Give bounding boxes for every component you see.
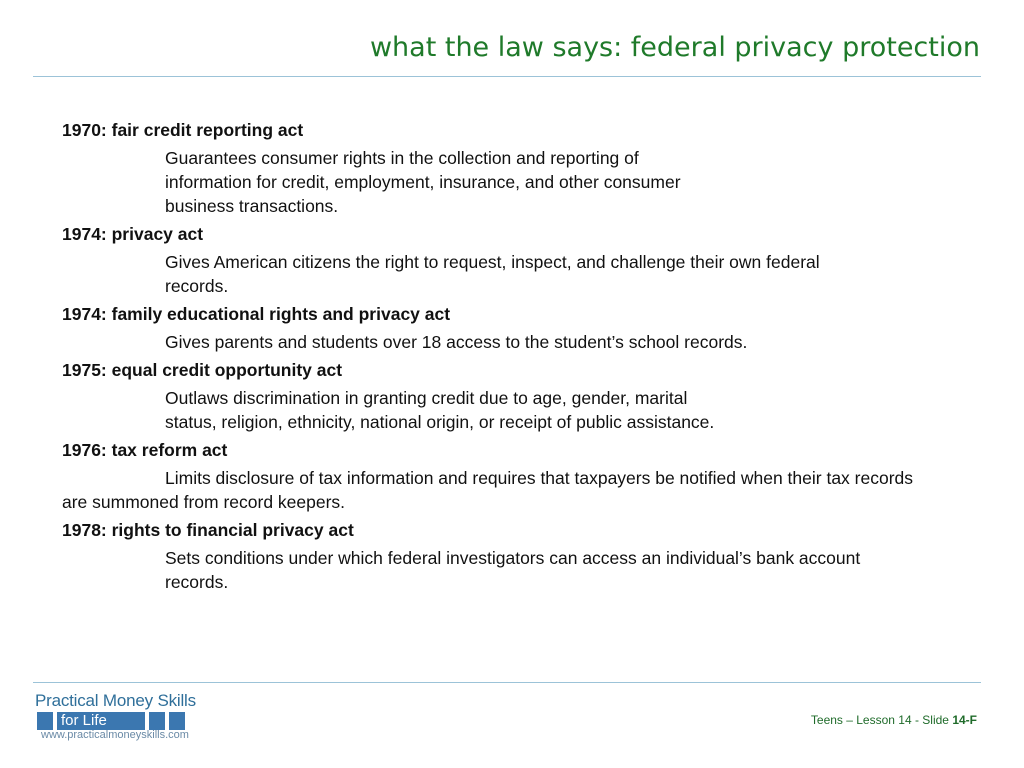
- act-item: [62, 518, 942, 594]
- logo-tagline: for Life: [57, 712, 145, 730]
- act-heading: 1976: tax reform act: [62, 440, 228, 460]
- footer-divider: [33, 682, 981, 683]
- act-description: Guarantees consumer rights in the collection and reporting of information for credit, employment, insurance, and other consumer business transactions.: [165, 148, 681, 216]
- act-item: [62, 358, 942, 434]
- act-item: [62, 222, 942, 298]
- act-description: Limits disclosure of tax information and requires that taxpayers be notified when their tax records are summoned from record keepers.: [62, 468, 914, 512]
- act-description: Outlaws discrimination in granting credit due to age, gender, marital status, religion, ethnicity, national origin, or receipt of public assistance.: [165, 388, 715, 432]
- footer-slide-id: 14-F: [952, 713, 977, 727]
- act-heading: 1970: fair credit reporting act: [62, 120, 304, 140]
- logo-name: Practical Money Skills: [35, 691, 196, 710]
- act-item: [62, 302, 942, 354]
- act-description: Gives American citizens the right to request, inspect, and challenge their own federal records.: [165, 252, 820, 296]
- logo-url: www.practicalmoneyskills.com: [41, 729, 189, 741]
- act-heading: 1974: privacy act: [62, 224, 204, 244]
- practical-money-skills-logo: [35, 691, 225, 746]
- act-item: [62, 118, 942, 218]
- act-description: Gives parents and students over 18 access to the student’s school records.: [165, 332, 748, 352]
- logo-block: [149, 712, 165, 730]
- title-divider: [33, 76, 981, 77]
- act-description: Sets conditions under which federal investigators can access an individual’s bank account records.: [165, 548, 861, 592]
- slide-title: what the law says: federal privacy protection: [369, 32, 980, 63]
- act-heading: 1978: rights to financial privacy act: [62, 520, 354, 540]
- act-heading: 1974: family educational rights and privacy act: [62, 304, 451, 324]
- acts-list: [62, 118, 942, 598]
- act-heading: 1975: equal credit opportunity act: [62, 360, 343, 380]
- footer-lesson-text: Teens – Lesson 14 - Slide: [810, 713, 953, 727]
- logo-block: [37, 712, 53, 730]
- logo-block: [169, 712, 185, 730]
- slide-footer: [811, 713, 977, 727]
- act-item: [62, 438, 942, 514]
